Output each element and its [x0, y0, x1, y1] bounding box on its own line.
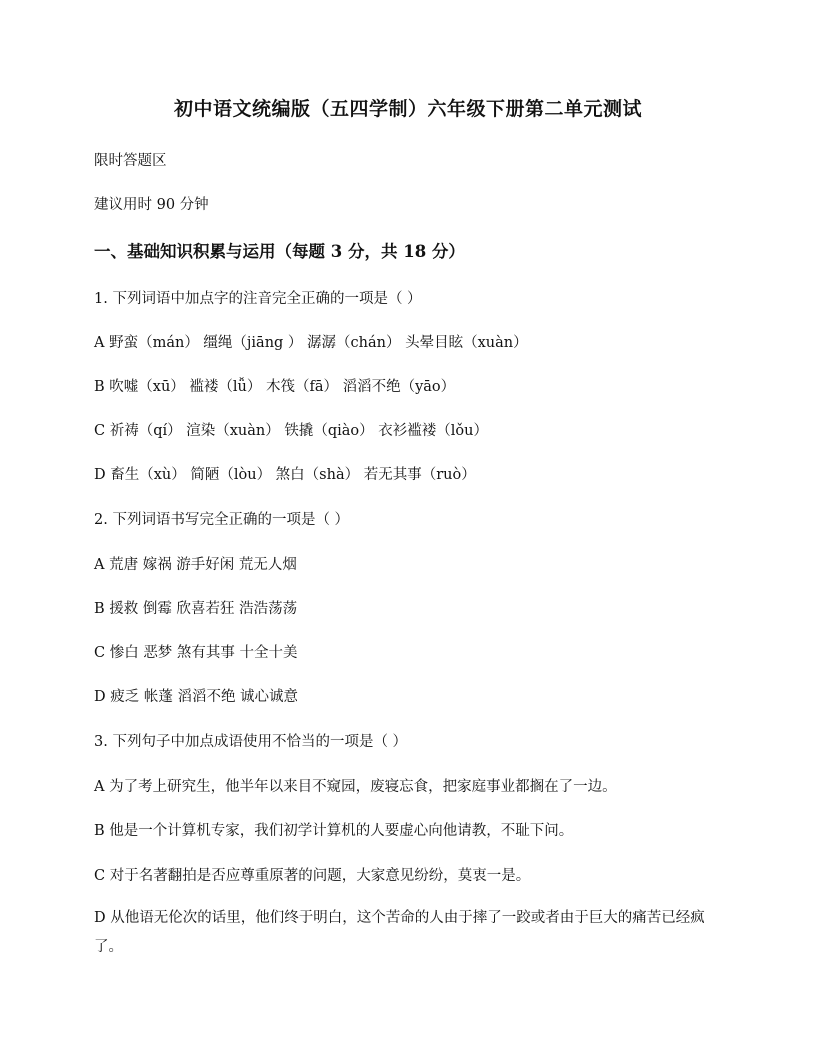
time-limit-label: 限时答题区 — [94, 153, 167, 169]
question-1-option-d: D 畜生（xù） 简陋（lòu） 煞白（shà） 若无其事（ruò） — [94, 467, 476, 483]
question-3-option-c: C 对于名著翻拍是否应尊重原著的问题，大家意见纷纷，莫衷一是。 — [94, 868, 531, 884]
question-3: 3. 下列句子中加点成语使用不恰当的一项是（ ） — [94, 734, 408, 750]
section-heading: 一、基础知识积累与运用（每题 3 分，共 18 分） — [94, 242, 465, 261]
page-title: 初中语文统编版（五四学制）六年级下册第二单元测试 — [173, 98, 642, 120]
question-2-option-d: D 疲乏 帐蓬 滔滔不绝 诚心诚意 — [94, 689, 299, 705]
question-2-option-b: B 援救 倒霉 欣喜若狂 浩浩荡荡 — [94, 601, 298, 617]
question-1-option-c: C 祈祷（qí） 渲染（xuàn） 铁撬（qiào） 衣衫褴褛（lǒu） — [94, 423, 488, 439]
suggested-time-label: 建议用时 90 分钟 — [94, 197, 209, 213]
question-2-option-a: A 荒唐 嫁祸 游手好闲 荒无人烟 — [94, 557, 297, 573]
question-1-option-a: A 野蛮（mán） 缰绳（jiāng ） 潺潺（chán） 头晕目眩（xuàn） — [94, 335, 528, 351]
question-1-option-b: B 吹嘘（xū） 褴褛（lǚ） 木筏（fā） 滔滔不绝（yāo） — [94, 379, 456, 395]
question-3-option-a: A 为了考上研究生，他半年以来目不窥园，废寝忘食，把家庭事业都搁在了一边。 — [94, 779, 617, 795]
question-3-option-d: D 从他语无伦次的话里，他们终于明白，这个苦命的人由于摔了一跤或者由于巨大的痛苦已经疯了。 — [94, 910, 705, 955]
question-2-option-c: C 惨白 恶梦 煞有其事 十全十美 — [94, 645, 298, 661]
question-2: 2. 下列词语书写完全正确的一项是（ ） — [94, 512, 350, 528]
question-1: 1. 下列词语中加点字的注音完全正确的一项是（ ） — [94, 291, 422, 307]
question-3-option-b: B 他是一个计算机专家，我们初学计算机的人要虚心向他请教，不耻下问。 — [94, 823, 574, 839]
